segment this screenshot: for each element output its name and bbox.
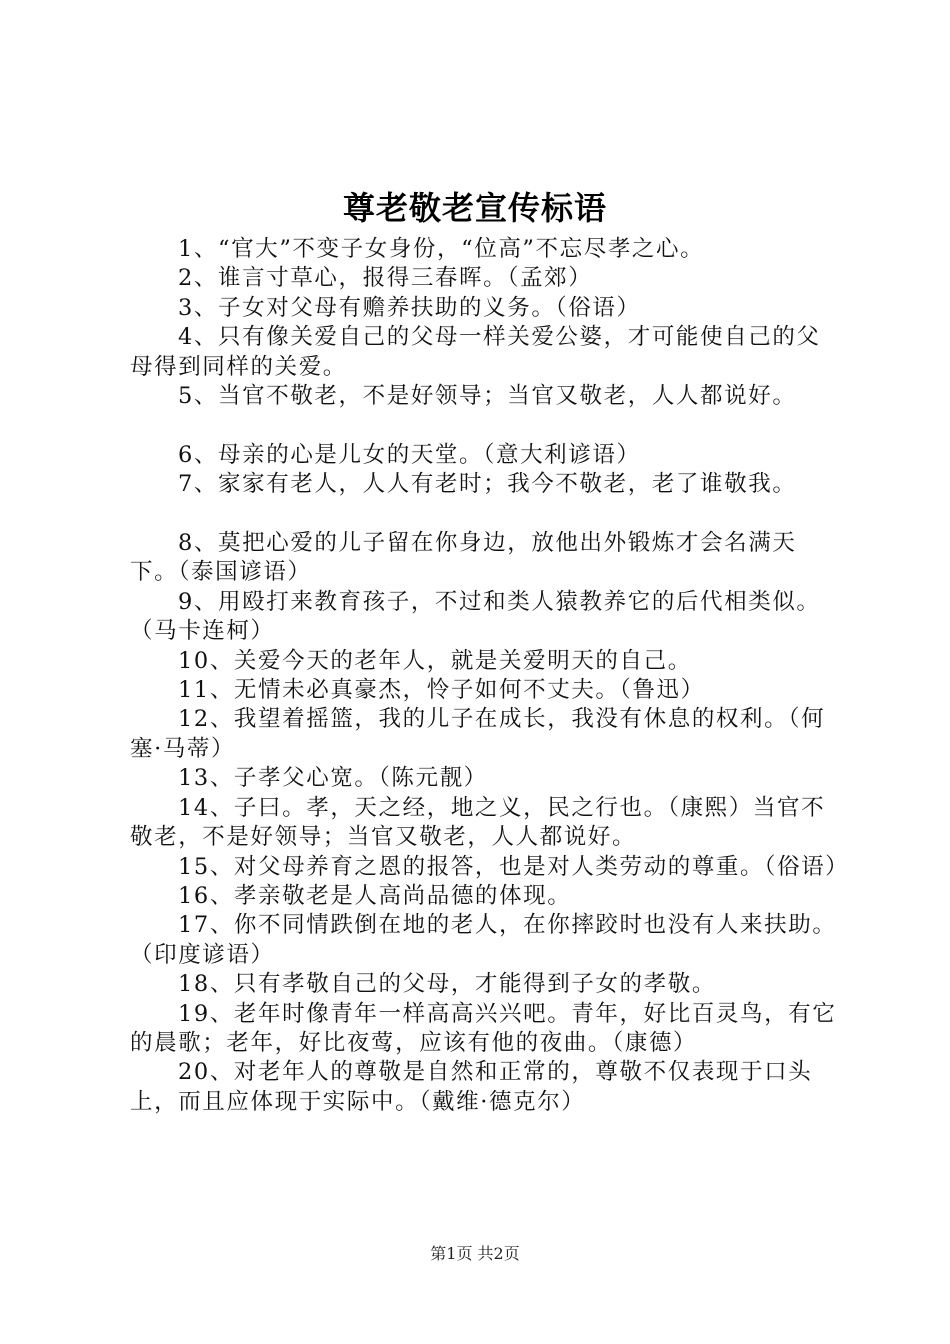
slogan-item: 9、用殴打来教育孩子，不过和类人猿教养它的后代相类似。（马卡连柯） bbox=[130, 588, 821, 645]
slogan-item: 16、孝亲敬老是人高尚品德的体现。 bbox=[178, 882, 572, 909]
slogan-item: 11、无情未必真豪杰，怜子如何不丈夫。（鲁迅） bbox=[178, 677, 705, 704]
slogan-item: 7、家家有老人，人人有老时；我今不敬老，老了谁敬我。 bbox=[178, 471, 797, 498]
page-footer: 第1页 共2页 bbox=[430, 1244, 520, 1263]
blank-line bbox=[130, 411, 840, 440]
slogan-item: 4、只有像关爱自己的父母一样关爱公婆，才可能使自己的父母得到同样的关爱。 bbox=[130, 324, 821, 380]
slogan-item: 18、只有孝敬自己的父母，才能得到子女的孝敬。 bbox=[178, 971, 716, 998]
slogan-item: 10、关爱今天的老年人，就是关爱明天的自己。 bbox=[178, 647, 692, 674]
slogan-item: 5、当官不敬老，不是好领导；当官又敬老，人人都说好。 bbox=[178, 383, 797, 410]
document-title: 尊老敬老宣传标语 bbox=[342, 189, 607, 227]
slogan-item: 3、子女对父母有赡养扶助的义务。（俗语） bbox=[178, 294, 641, 321]
slogan-item: 6、母亲的心是儿女的天堂。（意大利谚语） bbox=[178, 441, 641, 468]
slogan-item: 1、“官大”不变子女身份，“位高”不忘尽孝之心。 bbox=[178, 236, 705, 262]
slogan-item: 8、莫把心爱的儿子留在你身边，放他出外锻炼才会名满天下。（泰国谚语） bbox=[130, 530, 797, 586]
slogan-item: 13、子孝父心宽。（陈元靓） bbox=[178, 765, 488, 792]
slogan-item: 20、对老年人的尊敬是自然和正常的，尊敬不仅表现于口头上，而且应体现于实际中。（戴维·德克尔） bbox=[130, 1059, 813, 1115]
slogan-item: 2、谁言寸草心，报得三春晖。（孟郊） bbox=[178, 265, 593, 292]
slogan-list bbox=[130, 235, 850, 1117]
slogan-item: 17、你不同情跌倒在地的老人，在你摔跤时也没有人来扶助。（印度谚语） bbox=[130, 912, 837, 968]
slogan-item: 15、对父母养育之恩的报答，也是对人类劳动的尊重。（俗语） bbox=[178, 853, 850, 880]
slogan-item: 19、老年时像青年一样高高兴兴吧。青年，好比百灵鸟，有它的晨歌；老年，好比夜莺，应该有他的夜曲。（康德） bbox=[130, 1000, 837, 1056]
slogan-item: 14、子曰。孝，天之经，地之义，民之行也。（康熙）当官不敬老，不是好领导；当官又敬老，人人都说好。 bbox=[130, 794, 826, 851]
slogan-item: 12、我望着摇篮，我的儿子在成长，我没有休息的权利。（何塞·马蒂） bbox=[130, 706, 826, 762]
blank-line bbox=[130, 500, 840, 529]
